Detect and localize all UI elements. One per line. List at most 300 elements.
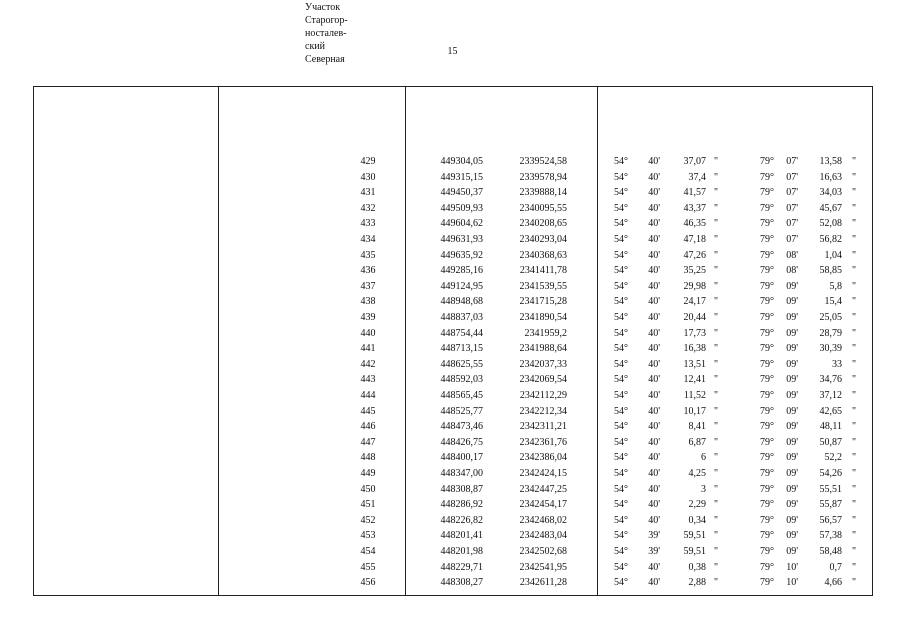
y-coordinate: 2342541,95 bbox=[519, 561, 567, 573]
latitude-degrees: 54° bbox=[614, 187, 628, 199]
x-coordinate: 448948,68 bbox=[440, 296, 483, 308]
latitude-seconds-mark: " bbox=[714, 514, 719, 526]
longitude-minutes: 07' bbox=[786, 156, 798, 167]
x-coordinate: 449285,16 bbox=[440, 265, 483, 277]
longitude-degrees: 79° bbox=[760, 468, 774, 479]
latitude-seconds: 0,38 bbox=[688, 561, 706, 573]
y-coordinate: 2341411,78 bbox=[519, 265, 567, 277]
latitude-degrees: 54° bbox=[614, 421, 628, 433]
latitude-seconds-mark: " bbox=[714, 452, 719, 464]
latitude-seconds: 6 bbox=[701, 452, 706, 464]
longitude-minutes: 09' bbox=[786, 358, 798, 370]
page-number: 15 bbox=[447, 46, 458, 57]
longitude-degrees: 79° bbox=[760, 218, 774, 230]
table-row bbox=[0, 328, 872, 344]
longitude-minutes: 07' bbox=[786, 218, 798, 230]
latitude-seconds-mark: " bbox=[714, 561, 719, 573]
latitude-minutes: 40' bbox=[648, 234, 660, 245]
point-number: 439 bbox=[360, 312, 376, 323]
latitude-degrees: 54° bbox=[614, 436, 628, 448]
longitude-minutes: 08' bbox=[786, 265, 798, 277]
latitude-minutes: 40' bbox=[648, 405, 660, 417]
latitude-degrees: 54° bbox=[614, 296, 628, 308]
longitude-seconds-mark: " bbox=[852, 436, 857, 448]
site-header bbox=[305, 1, 348, 66]
table-row bbox=[0, 359, 872, 375]
point-number: 452 bbox=[360, 514, 376, 526]
latitude-degrees: 54° bbox=[614, 343, 628, 355]
longitude-seconds-mark: " bbox=[852, 421, 857, 433]
table-row bbox=[0, 234, 872, 250]
latitude-seconds-mark: " bbox=[714, 280, 719, 292]
longitude-minutes: 09' bbox=[786, 343, 798, 355]
y-coordinate: 2340095,55 bbox=[519, 202, 567, 214]
latitude-seconds-mark: " bbox=[714, 374, 719, 386]
x-coordinate: 448229,71 bbox=[440, 561, 483, 573]
latitude-minutes: 40' bbox=[648, 265, 660, 277]
latitude-minutes: 40' bbox=[648, 249, 660, 261]
point-number: 440 bbox=[360, 327, 376, 339]
longitude-seconds-mark: " bbox=[852, 327, 857, 339]
longitude-seconds: 15,4 bbox=[824, 296, 842, 308]
latitude-seconds-mark: " bbox=[714, 499, 719, 511]
longitude-degrees: 79° bbox=[760, 421, 774, 433]
longitude-degrees: 79° bbox=[760, 280, 774, 292]
table-row bbox=[0, 530, 872, 546]
x-coordinate: 449631,93 bbox=[440, 234, 483, 245]
point-number: 454 bbox=[360, 546, 376, 557]
longitude-seconds-mark: " bbox=[852, 577, 857, 589]
latitude-minutes: 40' bbox=[648, 202, 660, 214]
y-coordinate: 2341715,28 bbox=[519, 296, 567, 308]
longitude-degrees: 79° bbox=[760, 374, 774, 386]
table-row bbox=[0, 577, 872, 593]
longitude-seconds: 45,67 bbox=[819, 202, 842, 214]
y-coordinate: 2339524,58 bbox=[519, 156, 567, 167]
latitude-minutes: 40' bbox=[648, 483, 660, 495]
x-coordinate: 448473,46 bbox=[440, 421, 483, 433]
latitude-seconds: 37,4 bbox=[688, 171, 706, 183]
longitude-seconds: 54,26 bbox=[819, 468, 842, 479]
longitude-seconds: 1,04 bbox=[824, 249, 842, 261]
latitude-degrees: 54° bbox=[614, 171, 628, 183]
longitude-degrees: 79° bbox=[760, 327, 774, 339]
table-row bbox=[0, 452, 872, 468]
longitude-seconds: 25,05 bbox=[819, 312, 842, 323]
longitude-degrees: 79° bbox=[760, 249, 774, 261]
latitude-degrees: 54° bbox=[614, 577, 628, 589]
longitude-degrees: 79° bbox=[760, 265, 774, 277]
table-row bbox=[0, 406, 872, 422]
latitude-seconds: 8,41 bbox=[688, 421, 706, 433]
longitude-degrees: 79° bbox=[760, 202, 774, 214]
longitude-minutes: 10' bbox=[786, 577, 798, 589]
table-row bbox=[0, 421, 872, 437]
y-coordinate: 2341890,54 bbox=[519, 312, 567, 323]
point-number: 438 bbox=[360, 296, 376, 308]
point-number: 455 bbox=[360, 561, 376, 573]
latitude-degrees: 54° bbox=[614, 202, 628, 214]
x-coordinate: 448347,00 bbox=[440, 468, 483, 479]
point-number: 431 bbox=[360, 187, 376, 199]
table-row bbox=[0, 156, 872, 172]
longitude-seconds: 57,38 bbox=[819, 530, 842, 542]
longitude-seconds: 0,7 bbox=[829, 561, 842, 573]
table-row bbox=[0, 296, 872, 312]
table-row bbox=[0, 312, 872, 328]
table-row bbox=[0, 265, 872, 281]
longitude-degrees: 79° bbox=[760, 358, 774, 370]
longitude-seconds-mark: " bbox=[852, 312, 857, 323]
table-row bbox=[0, 468, 872, 484]
latitude-seconds-mark: " bbox=[714, 468, 719, 479]
longitude-seconds: 42,65 bbox=[819, 405, 842, 417]
longitude-seconds: 52,08 bbox=[819, 218, 842, 230]
x-coordinate: 448286,92 bbox=[440, 499, 483, 511]
latitude-seconds-mark: " bbox=[714, 421, 719, 433]
latitude-minutes: 40' bbox=[648, 296, 660, 308]
latitude-minutes: 40' bbox=[648, 327, 660, 339]
latitude-seconds: 3 bbox=[701, 483, 706, 495]
latitude-degrees: 54° bbox=[614, 249, 628, 261]
latitude-minutes: 40' bbox=[648, 171, 660, 183]
longitude-minutes: 09' bbox=[786, 530, 798, 542]
latitude-degrees: 54° bbox=[614, 468, 628, 479]
latitude-seconds-mark: " bbox=[714, 327, 719, 339]
site-header-line: ский bbox=[305, 41, 325, 52]
latitude-seconds: 59,51 bbox=[683, 546, 706, 557]
y-coordinate: 2342611,28 bbox=[519, 577, 567, 589]
table-row bbox=[0, 343, 872, 359]
y-coordinate: 2342069,54 bbox=[519, 374, 567, 386]
latitude-degrees: 54° bbox=[614, 514, 628, 526]
longitude-minutes: 09' bbox=[786, 374, 798, 386]
y-coordinate: 2342447,25 bbox=[519, 483, 567, 495]
y-coordinate: 2342361,76 bbox=[519, 436, 567, 448]
latitude-seconds-mark: " bbox=[714, 483, 719, 495]
longitude-seconds-mark: " bbox=[852, 468, 857, 479]
y-coordinate: 2340208,65 bbox=[519, 218, 567, 230]
latitude-minutes: 40' bbox=[648, 421, 660, 433]
longitude-minutes: 09' bbox=[786, 546, 798, 557]
latitude-seconds: 13,51 bbox=[683, 358, 706, 370]
latitude-seconds-mark: " bbox=[714, 405, 719, 417]
point-number: 451 bbox=[360, 499, 376, 511]
longitude-seconds-mark: " bbox=[852, 390, 857, 401]
longitude-seconds: 55,51 bbox=[819, 483, 842, 495]
latitude-minutes: 40' bbox=[648, 452, 660, 464]
table-row bbox=[0, 203, 872, 219]
longitude-minutes: 09' bbox=[786, 499, 798, 511]
x-coordinate: 449604,62 bbox=[440, 218, 483, 230]
y-coordinate: 2341988,64 bbox=[519, 343, 567, 355]
latitude-seconds-mark: " bbox=[714, 358, 719, 370]
latitude-seconds-mark: " bbox=[714, 546, 719, 557]
longitude-minutes: 09' bbox=[786, 452, 798, 464]
longitude-seconds-mark: " bbox=[852, 483, 857, 495]
longitude-seconds-mark: " bbox=[852, 218, 857, 230]
y-coordinate: 2340293,04 bbox=[519, 234, 567, 245]
point-number: 444 bbox=[360, 390, 376, 401]
latitude-seconds-mark: " bbox=[714, 343, 719, 355]
longitude-degrees: 79° bbox=[760, 452, 774, 464]
site-header-line: Старогор- bbox=[305, 15, 348, 26]
latitude-degrees: 54° bbox=[614, 374, 628, 386]
latitude-minutes: 40' bbox=[648, 514, 660, 526]
latitude-degrees: 54° bbox=[614, 530, 628, 542]
point-number: 449 bbox=[360, 468, 376, 479]
table-row bbox=[0, 484, 872, 500]
point-number: 436 bbox=[360, 265, 376, 277]
longitude-minutes: 07' bbox=[786, 234, 798, 245]
longitude-seconds: 34,76 bbox=[819, 374, 842, 386]
x-coordinate: 449304,05 bbox=[440, 156, 483, 167]
longitude-seconds: 50,87 bbox=[819, 436, 842, 448]
latitude-degrees: 54° bbox=[614, 312, 628, 323]
table-row bbox=[0, 437, 872, 453]
site-header-line: Северная bbox=[305, 54, 345, 65]
site-header-line: носталев- bbox=[305, 28, 347, 39]
point-number: 442 bbox=[360, 358, 376, 370]
longitude-seconds: 52,2 bbox=[824, 452, 842, 464]
longitude-minutes: 09' bbox=[786, 405, 798, 417]
point-number: 429 bbox=[360, 156, 376, 167]
latitude-seconds: 47,18 bbox=[683, 234, 706, 245]
table-row bbox=[0, 562, 872, 578]
table-row bbox=[0, 187, 872, 203]
longitude-minutes: 08' bbox=[786, 249, 798, 261]
longitude-minutes: 09' bbox=[786, 514, 798, 526]
latitude-seconds: 10,17 bbox=[683, 405, 706, 417]
longitude-degrees: 79° bbox=[760, 405, 774, 417]
y-coordinate: 2342112,29 bbox=[519, 390, 567, 401]
latitude-seconds-mark: " bbox=[714, 577, 719, 589]
latitude-seconds: 59,51 bbox=[683, 530, 706, 542]
latitude-minutes: 40' bbox=[648, 156, 660, 167]
longitude-seconds: 13,58 bbox=[819, 156, 842, 167]
longitude-seconds-mark: " bbox=[852, 358, 857, 370]
longitude-seconds: 16,63 bbox=[819, 171, 842, 183]
longitude-seconds-mark: " bbox=[852, 280, 857, 292]
latitude-seconds: 43,37 bbox=[683, 202, 706, 214]
y-coordinate: 2342386,04 bbox=[519, 452, 567, 464]
latitude-seconds-mark: " bbox=[714, 187, 719, 199]
longitude-degrees: 79° bbox=[760, 546, 774, 557]
longitude-degrees: 79° bbox=[760, 577, 774, 589]
point-number: 443 bbox=[360, 374, 376, 386]
latitude-seconds-mark: " bbox=[714, 249, 719, 261]
x-coordinate: 449450,37 bbox=[440, 187, 483, 199]
x-coordinate: 448308,27 bbox=[440, 577, 483, 589]
longitude-minutes: 09' bbox=[786, 468, 798, 479]
longitude-seconds-mark: " bbox=[852, 156, 857, 167]
longitude-minutes: 09' bbox=[786, 280, 798, 292]
longitude-seconds: 48,11 bbox=[819, 421, 842, 433]
latitude-seconds-mark: " bbox=[714, 265, 719, 277]
longitude-minutes: 09' bbox=[786, 421, 798, 433]
longitude-seconds-mark: " bbox=[852, 499, 857, 511]
longitude-degrees: 79° bbox=[760, 156, 774, 167]
longitude-minutes: 07' bbox=[786, 187, 798, 199]
latitude-degrees: 54° bbox=[614, 390, 628, 401]
latitude-seconds-mark: " bbox=[714, 202, 719, 214]
longitude-minutes: 07' bbox=[786, 171, 798, 183]
x-coordinate: 448308,87 bbox=[440, 483, 483, 495]
point-number: 433 bbox=[360, 218, 376, 230]
latitude-seconds: 0,34 bbox=[688, 514, 706, 526]
longitude-minutes: 09' bbox=[786, 483, 798, 495]
latitude-seconds: 2,88 bbox=[688, 577, 706, 589]
y-coordinate: 2342468,02 bbox=[519, 514, 567, 526]
longitude-minutes: 07' bbox=[786, 202, 798, 214]
latitude-seconds: 2,29 bbox=[688, 499, 706, 511]
longitude-seconds: 34,03 bbox=[819, 187, 842, 199]
longitude-seconds-mark: " bbox=[852, 452, 857, 464]
longitude-minutes: 09' bbox=[786, 312, 798, 323]
latitude-minutes: 40' bbox=[648, 561, 660, 573]
latitude-seconds-mark: " bbox=[714, 171, 719, 183]
longitude-seconds-mark: " bbox=[852, 514, 857, 526]
latitude-seconds: 20,44 bbox=[683, 312, 706, 323]
longitude-degrees: 79° bbox=[760, 296, 774, 308]
point-number: 441 bbox=[360, 343, 376, 355]
latitude-minutes: 39' bbox=[648, 546, 660, 557]
table-row bbox=[0, 172, 872, 188]
point-number: 448 bbox=[360, 452, 376, 464]
latitude-minutes: 40' bbox=[648, 280, 660, 292]
longitude-seconds-mark: " bbox=[852, 546, 857, 557]
latitude-minutes: 40' bbox=[648, 436, 660, 448]
latitude-degrees: 54° bbox=[614, 499, 628, 511]
longitude-seconds: 58,85 bbox=[819, 265, 842, 277]
latitude-degrees: 54° bbox=[614, 156, 628, 167]
latitude-degrees: 54° bbox=[614, 280, 628, 292]
longitude-degrees: 79° bbox=[760, 514, 774, 526]
x-coordinate: 449315,15 bbox=[440, 171, 483, 183]
point-number: 437 bbox=[360, 280, 376, 292]
latitude-seconds-mark: " bbox=[714, 390, 719, 401]
point-number: 456 bbox=[360, 577, 376, 589]
x-coordinate: 448426,75 bbox=[440, 436, 483, 448]
latitude-minutes: 40' bbox=[648, 374, 660, 386]
longitude-seconds: 55,87 bbox=[819, 499, 842, 511]
table-row bbox=[0, 374, 872, 390]
latitude-degrees: 54° bbox=[614, 327, 628, 339]
longitude-degrees: 79° bbox=[760, 234, 774, 245]
longitude-degrees: 79° bbox=[760, 530, 774, 542]
y-coordinate: 2342454,17 bbox=[519, 499, 567, 511]
table-row bbox=[0, 546, 872, 562]
latitude-seconds-mark: " bbox=[714, 312, 719, 323]
latitude-seconds-mark: " bbox=[714, 156, 719, 167]
x-coordinate: 448201,98 bbox=[440, 546, 483, 557]
point-number: 446 bbox=[360, 421, 376, 433]
latitude-seconds-mark: " bbox=[714, 530, 719, 542]
x-coordinate: 449124,95 bbox=[440, 280, 483, 292]
latitude-seconds: 29,98 bbox=[683, 280, 706, 292]
point-number: 447 bbox=[360, 436, 376, 448]
latitude-degrees: 54° bbox=[614, 483, 628, 495]
longitude-seconds-mark: " bbox=[852, 249, 857, 261]
longitude-degrees: 79° bbox=[760, 343, 774, 355]
longitude-seconds: 58,48 bbox=[819, 546, 842, 557]
y-coordinate: 2342212,34 bbox=[519, 405, 567, 417]
table-row bbox=[0, 515, 872, 531]
latitude-minutes: 40' bbox=[648, 499, 660, 511]
point-number: 430 bbox=[360, 171, 376, 183]
latitude-seconds-mark: " bbox=[714, 234, 719, 245]
site-header-line: Участок bbox=[305, 2, 341, 13]
x-coordinate: 448201,41 bbox=[440, 530, 483, 542]
longitude-seconds: 56,57 bbox=[819, 514, 842, 526]
point-number: 432 bbox=[360, 202, 376, 214]
x-coordinate: 449509,93 bbox=[440, 202, 483, 214]
latitude-seconds: 46,35 bbox=[683, 218, 706, 230]
longitude-seconds: 33 bbox=[832, 358, 842, 370]
point-number: 445 bbox=[360, 405, 376, 417]
x-coordinate: 448713,15 bbox=[440, 343, 483, 355]
y-coordinate: 2341539,55 bbox=[519, 280, 567, 292]
latitude-seconds: 16,38 bbox=[683, 343, 706, 355]
table-row bbox=[0, 499, 872, 515]
table-row bbox=[0, 218, 872, 234]
longitude-minutes: 09' bbox=[786, 296, 798, 308]
y-coordinate: 2339578,94 bbox=[519, 171, 567, 183]
x-coordinate: 448525,77 bbox=[440, 405, 483, 417]
x-coordinate: 448625,55 bbox=[440, 358, 483, 370]
x-coordinate: 448226,82 bbox=[440, 514, 483, 526]
longitude-seconds-mark: " bbox=[852, 530, 857, 542]
longitude-minutes: 09' bbox=[786, 390, 798, 401]
longitude-seconds-mark: " bbox=[852, 234, 857, 245]
latitude-minutes: 40' bbox=[648, 577, 660, 589]
longitude-seconds: 37,12 bbox=[819, 390, 842, 401]
longitude-seconds-mark: " bbox=[852, 202, 857, 214]
latitude-minutes: 40' bbox=[648, 343, 660, 355]
latitude-seconds: 6,87 bbox=[688, 436, 706, 448]
longitude-degrees: 79° bbox=[760, 390, 774, 401]
table-row bbox=[0, 281, 872, 297]
y-coordinate: 2342037,33 bbox=[519, 358, 567, 370]
y-coordinate: 2341959,2 bbox=[524, 327, 567, 339]
latitude-minutes: 40' bbox=[648, 390, 660, 401]
latitude-seconds: 4,25 bbox=[688, 468, 706, 479]
point-number: 435 bbox=[360, 249, 376, 261]
longitude-degrees: 79° bbox=[760, 561, 774, 573]
x-coordinate: 448592,03 bbox=[440, 374, 483, 386]
y-coordinate: 2342311,21 bbox=[519, 421, 567, 433]
latitude-degrees: 54° bbox=[614, 218, 628, 230]
latitude-degrees: 54° bbox=[614, 546, 628, 557]
latitude-degrees: 54° bbox=[614, 452, 628, 464]
y-coordinate: 2342483,04 bbox=[519, 530, 567, 542]
latitude-minutes: 40' bbox=[648, 218, 660, 230]
longitude-seconds-mark: " bbox=[852, 171, 857, 183]
longitude-seconds-mark: " bbox=[852, 405, 857, 417]
point-number: 450 bbox=[360, 483, 376, 495]
latitude-seconds: 17,73 bbox=[683, 327, 706, 339]
longitude-seconds-mark: " bbox=[852, 343, 857, 355]
latitude-seconds: 37,07 bbox=[683, 156, 706, 167]
longitude-seconds-mark: " bbox=[852, 561, 857, 573]
longitude-minutes: 09' bbox=[786, 327, 798, 339]
longitude-degrees: 79° bbox=[760, 499, 774, 511]
longitude-seconds-mark: " bbox=[852, 296, 857, 308]
table-row bbox=[0, 250, 872, 266]
latitude-degrees: 54° bbox=[614, 405, 628, 417]
latitude-degrees: 54° bbox=[614, 265, 628, 277]
point-number: 434 bbox=[360, 234, 376, 245]
